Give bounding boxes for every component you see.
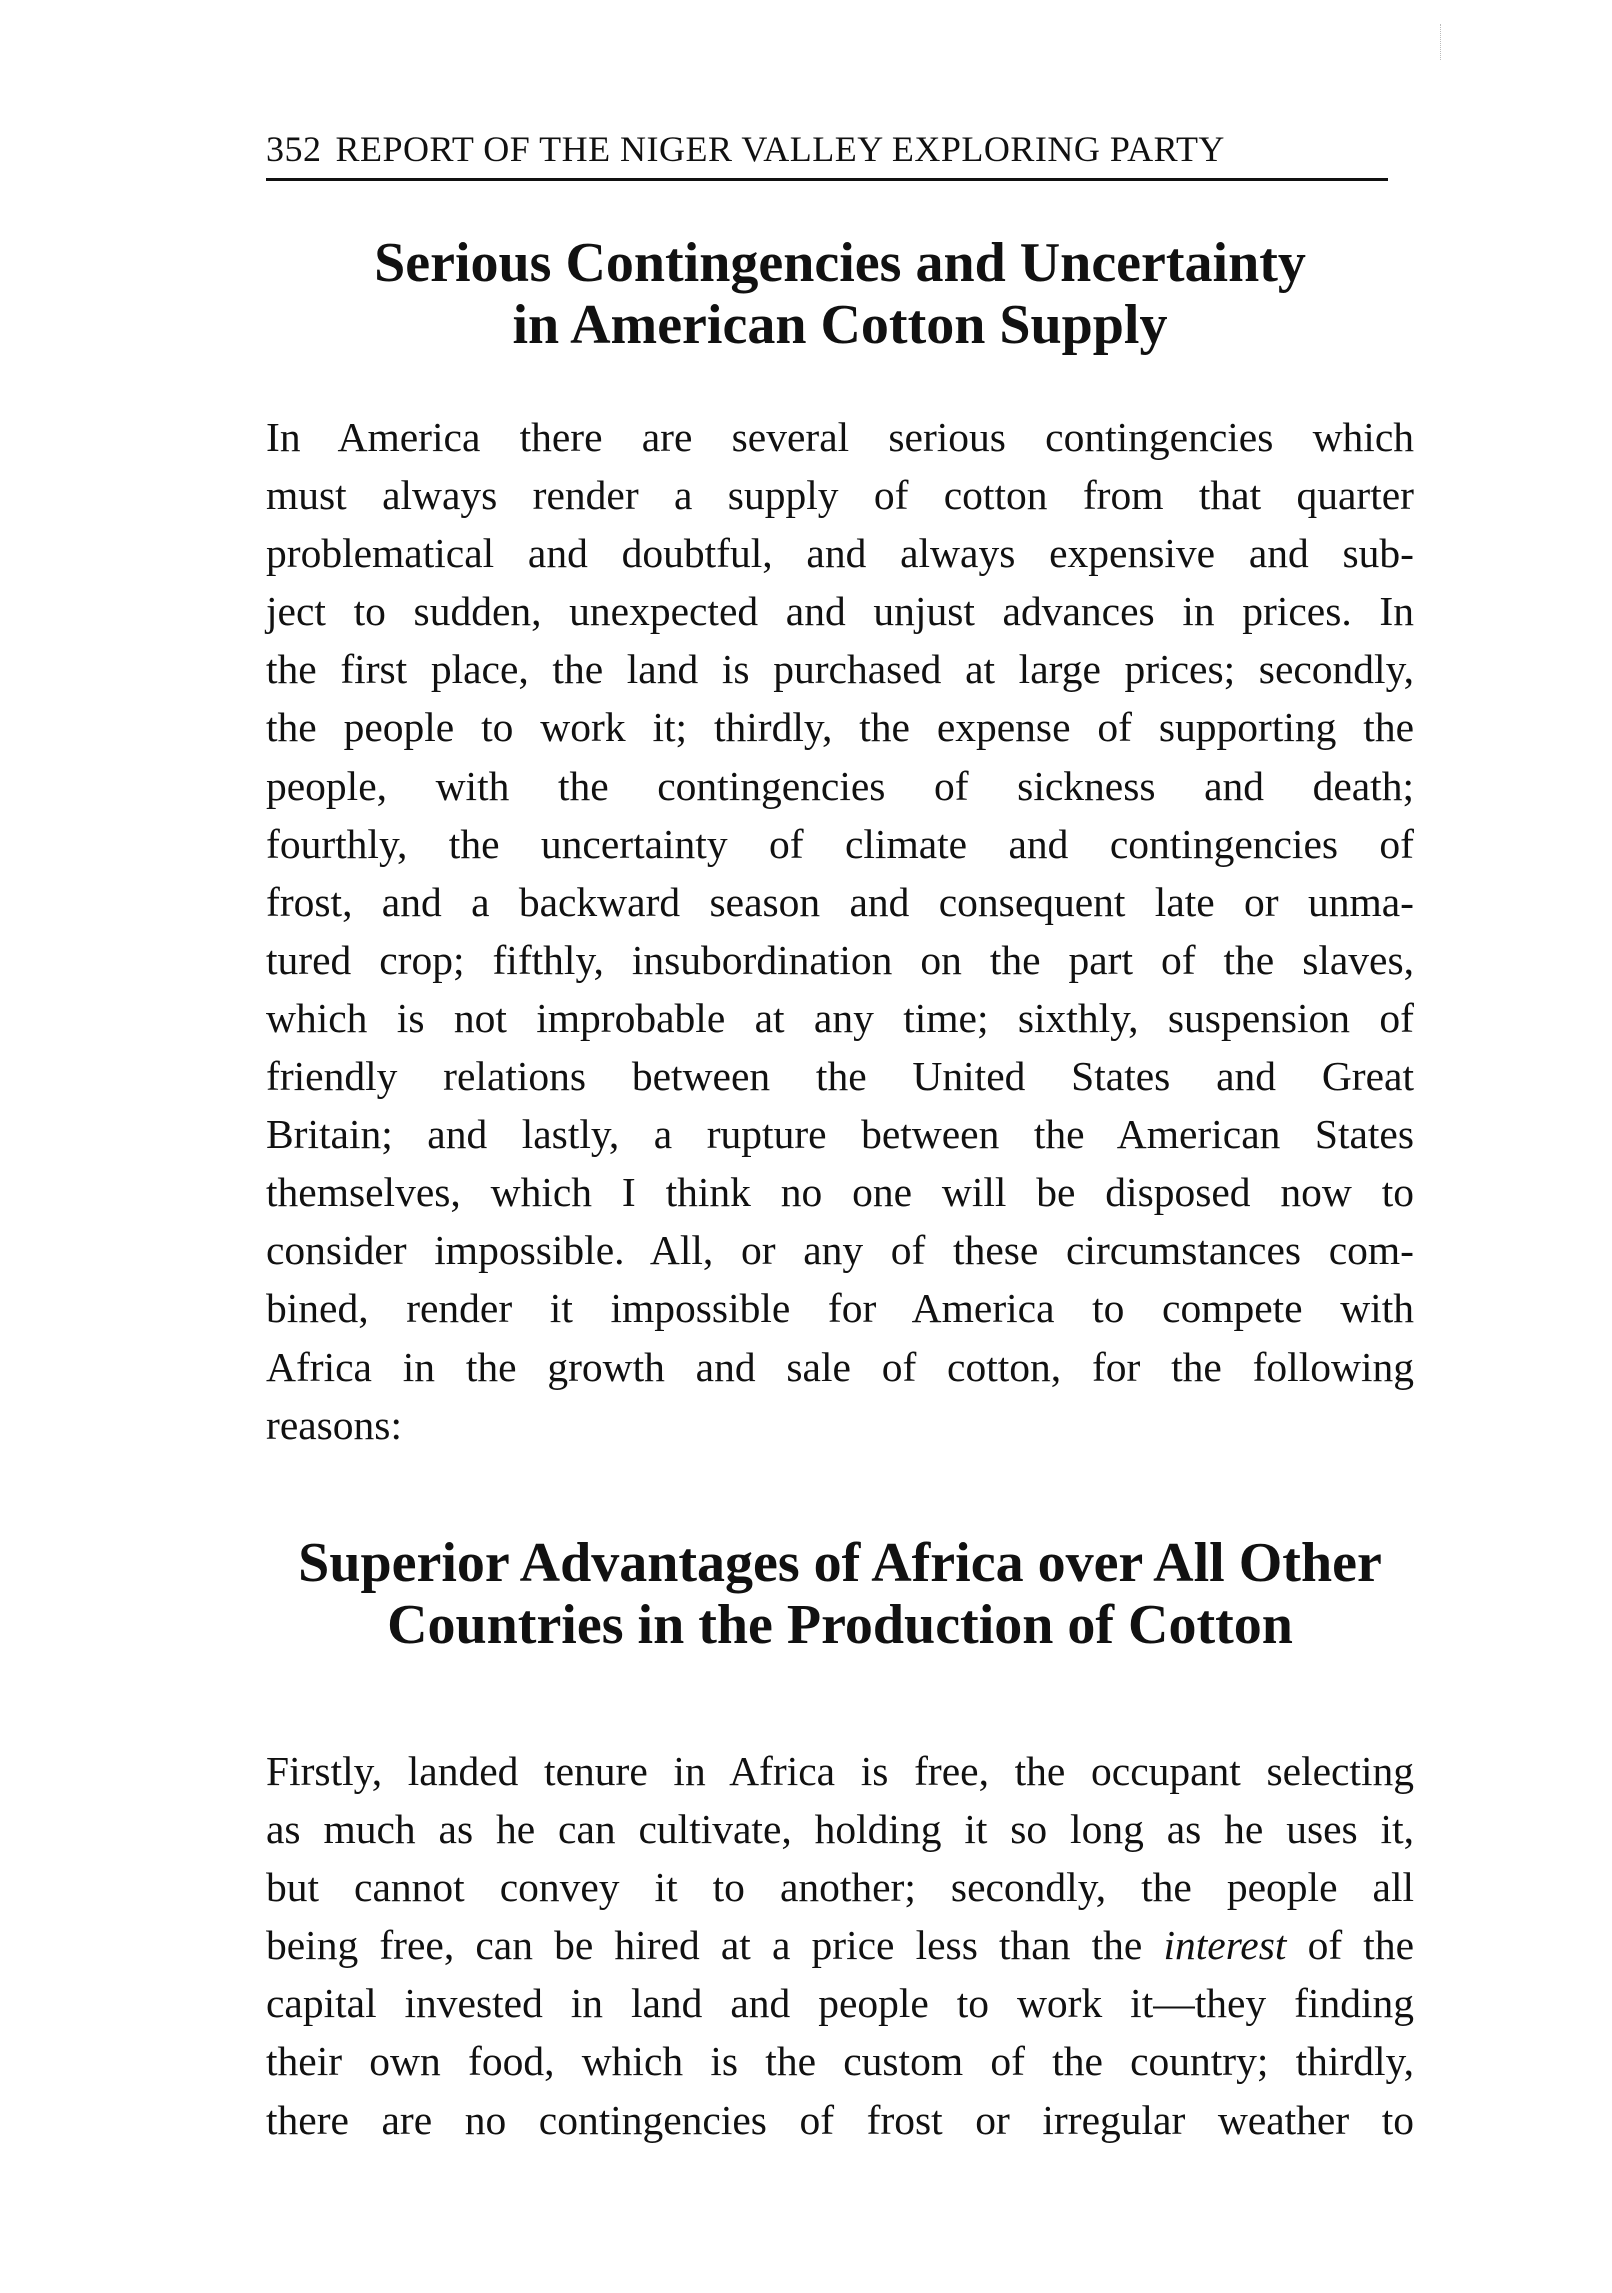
text-line: which is not improbable at any time; sixthly, suspension of [266, 994, 1414, 1041]
text-line: their own food, which is the custom of the country; thirdly, [266, 2038, 1414, 2085]
text-line: bined, render it impossible for America to compete with [266, 1285, 1414, 1332]
text-line: friendly relations between the United States and Great [266, 1053, 1414, 1100]
text-line: must always render a supply of cotton from that quarter [266, 472, 1414, 519]
text-segment: being free, can be hired at a price less than the [266, 1922, 1164, 1969]
heading-line: Superior Advantages of Africa over All Other [298, 1532, 1382, 1594]
text-line: capital invested in land and people to work it—they finding [266, 1980, 1414, 2027]
running-head [266, 120, 1388, 181]
page-number: 352 [266, 129, 322, 169]
heading-line: Serious Contingencies and Uncertainty [374, 232, 1306, 294]
paragraph-1 [266, 408, 1414, 1454]
text-line: as much as he can cultivate, holding it so long as he uses it, [266, 1806, 1414, 1853]
text-line: the first place, the land is purchased at large prices; secondly, [266, 646, 1414, 693]
text-line: the people to work it; thirdly, the expense of supporting the [266, 704, 1414, 751]
text-line: In America there are several serious contingencies which [266, 414, 1414, 460]
emphasized-word: interest [1163, 1922, 1287, 1969]
text-line-with-emphasis [266, 1916, 1414, 1974]
text-line: fourthly, the uncertainty of climate and contingencies of [266, 820, 1414, 867]
text-line: Africa in the growth and sale of cotton, for the following [266, 1343, 1414, 1390]
text-line: problematical and doubtful, and always expensive and sub- [266, 530, 1414, 577]
text-segment: of the [1286, 1922, 1414, 1969]
scan-artifact [1440, 24, 1445, 60]
running-head-title: REPORT OF THE NIGER VALLEY EXPLORING PARTY [335, 129, 1225, 169]
text-line: frost, and a backward season and consequent late or unma- [266, 878, 1414, 925]
text-line: tured crop; fifthly, insubordination on the part of the slaves, [266, 936, 1414, 983]
text-line: reasons: [266, 1401, 402, 1448]
text-line: people, with the contingencies of sickness and death; [266, 762, 1414, 809]
text-line: Firstly, landed tenure in Africa is free, the occupant selecting [266, 1748, 1414, 1794]
paragraph-2 [266, 1742, 1414, 2149]
text-line: ject to sudden, unexpected and unjust advances in prices. In [266, 588, 1414, 635]
heading-line: Countries in the Production of Cotton [387, 1594, 1293, 1656]
text-line: but cannot convey it to another; secondly, the people all [266, 1864, 1414, 1911]
text-line: there are no contingencies of frost or irregular weather to [266, 2096, 1414, 2143]
heading-line: in American Cotton Supply [512, 294, 1168, 356]
section-heading-1 [266, 232, 1414, 356]
text-line: consider impossible. All, or any of these circumstances com- [266, 1227, 1414, 1274]
text-line: themselves, which I think no one will be disposed now to [266, 1169, 1414, 1216]
text-line: Britain; and lastly, a rupture between the American States [266, 1111, 1414, 1158]
section-heading-2 [266, 1532, 1414, 1656]
